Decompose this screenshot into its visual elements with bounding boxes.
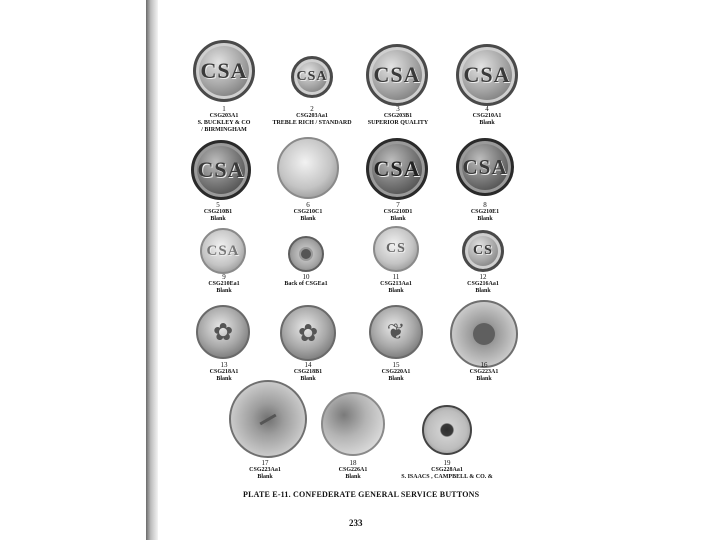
caption-code: CSG210C1 [293,209,323,215]
button-face-text: CSA [197,157,245,182]
caption-maker: SUPERIOR QUALITY [367,120,429,126]
caption-code: Back of CSGEa1 [284,281,328,287]
caption-number: 12 [479,273,487,281]
caption-12 [428,274,538,295]
caption-number: 16 [480,361,488,369]
button-face-text: CSA [373,156,421,181]
button-face-text: CSA [462,154,508,179]
caption-code: CSG218A1 [209,369,239,375]
caption-code: CSG223A1 [469,369,499,375]
caption-code: CSG203Aa1 [296,113,328,119]
eagle-icon: ✿ [212,318,234,346]
eagle-icon: ✿ [297,319,319,347]
caption-code: CSG210A1 [472,113,502,119]
caption-code: CSG223Aa1 [249,467,281,473]
button-face-text: CSA [206,242,240,259]
caption-maker: Blank [257,474,273,480]
button-image-15 [369,305,423,359]
caption-number: 9 [222,273,226,281]
button-image-16 [450,300,518,368]
caption-19 [382,460,512,481]
button-image-6 [277,137,339,199]
button-image-2 [291,56,333,98]
caption-number: 11 [392,273,400,281]
button-image-4 [456,44,518,106]
caption-maker: S. ISAACS , CAMPBELL & CO. & [401,474,493,480]
caption-8 [430,202,540,223]
scratch-mark-icon [259,413,276,425]
caption-number: 2 [310,105,314,113]
button-image-18 [321,392,385,456]
caption-code: CSG213Aa1 [380,281,412,287]
caption-code: CSG203A1 [209,113,239,119]
caption-code: CSG226A1 [338,467,368,473]
caption-code: CSG218B1 [293,369,323,375]
caption-number: 19 [443,459,451,467]
caption-maker: Blank [388,376,404,382]
caption-4 [432,106,542,127]
button-image-7 [366,138,428,200]
caption-code: CSG203B1 [383,113,413,119]
page-number: 233 [349,518,363,528]
button-face-text: CSA [463,62,511,87]
button-image-19 [422,405,472,455]
button-image-1 [193,40,255,102]
button-image-9 [200,228,246,274]
caption-maker: Blank [388,288,404,294]
caption-maker: Blank [475,288,491,294]
caption-number: 10 [302,273,310,281]
caption-code: CSG210Ea1 [208,281,240,287]
button-image-12 [462,230,504,272]
caption-16 [429,362,539,383]
button-face-text: CSA [296,69,328,84]
caption-maker: S. BUCKLEY & CO [197,120,251,126]
button-image-13 [196,305,250,359]
caption-maker: TREBLE RICH / STANDARD [272,120,352,126]
caption-number: 17 [261,459,269,467]
caption-code: CSG210E1 [470,209,500,215]
caption-code: CSG228Aa1 [431,467,463,473]
caption-number: 1 [222,105,226,113]
caption-code: CSG210D1 [383,209,413,215]
caption-number: 3 [396,105,400,113]
caption-maker: Blank [345,474,361,480]
page-binding-shadow [146,0,158,540]
caption-maker: Blank [479,120,495,126]
caption-maker: Blank [390,216,406,222]
button-image-14 [280,305,336,361]
caption-maker: Blank [477,216,493,222]
caption-number: 14 [304,361,312,369]
caption-code: CSG210B1 [203,209,233,215]
caption-number: 6 [306,201,310,209]
button-face-text: CS [386,241,406,256]
caption-number: 7 [396,201,400,209]
button-image-11 [373,226,419,272]
eagle-icon: ❦ [386,319,406,345]
button-image-8 [456,138,514,196]
button-image-5 [191,140,251,200]
caption-maker: Blank [300,376,316,382]
button-face-text: CSA [373,62,421,87]
button-image-3 [366,44,428,106]
caption-number: 5 [216,201,220,209]
button-face-text: CS [473,243,493,258]
caption-number: 4 [485,105,489,113]
sew-holes-icon [473,323,495,345]
shank-icon [299,247,313,261]
caption-maker: Blank [216,376,232,382]
button-image-10 [288,236,324,272]
caption-maker: Blank [216,288,232,294]
caption-number: 8 [483,201,487,209]
caption-code: CSG216Aa1 [467,281,499,287]
caption-note: / BIRMINGHAM [201,127,247,133]
caption-maker: Blank [210,216,226,222]
caption-code: CSG220A1 [381,369,411,375]
caption-maker: Blank [476,376,492,382]
button-image-17 [229,380,307,458]
plate-title: PLATE E-11. CONFEDERATE GENERAL SERVICE BUTTONS [243,490,480,499]
button-face-text: CSA [200,58,248,83]
caption-number: 15 [392,361,400,369]
caption-maker: Blank [300,216,316,222]
caption-number: 13 [220,361,228,369]
caption-number: 18 [349,459,357,467]
